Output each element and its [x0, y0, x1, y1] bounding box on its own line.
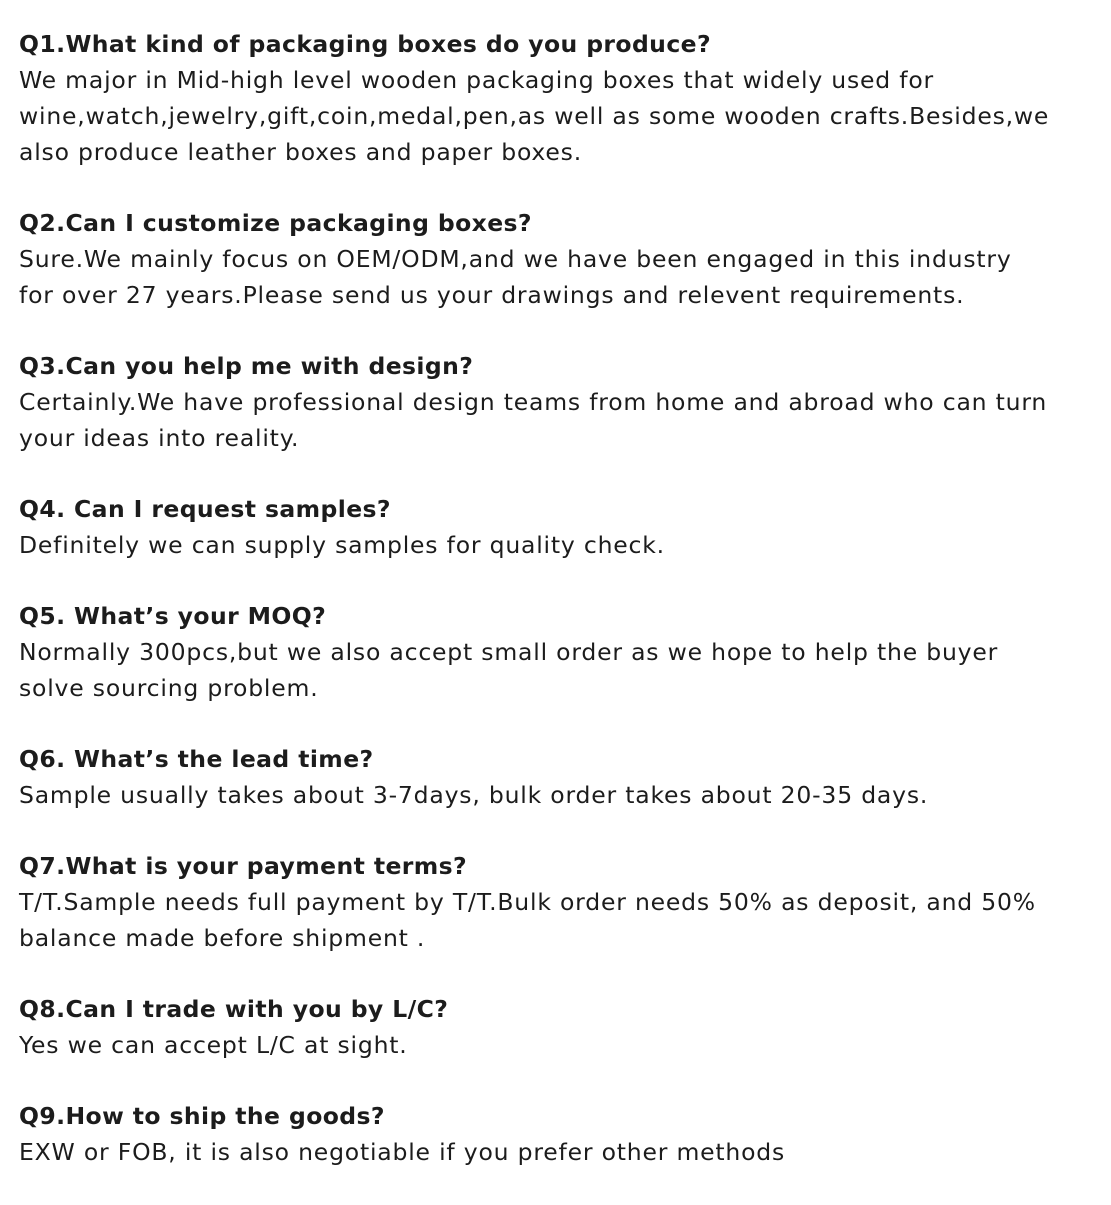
faq-answer	[19, 634, 1099, 706]
faq-item-q6	[19, 741, 1099, 813]
faq-answer-line: balance made before shipment .	[19, 924, 426, 952]
faq-item-q7	[19, 848, 1099, 956]
faq-question: Q7.What is your payment terms?	[19, 852, 468, 880]
faq-answer	[19, 527, 1099, 563]
faq-answer	[19, 384, 1099, 456]
faq-item-q1	[19, 26, 1099, 170]
faq-item-q2	[19, 205, 1099, 313]
faq-question: Q1.What kind of packaging boxes do you produce?	[19, 30, 712, 58]
faq-answer	[19, 241, 1099, 313]
faq-question: Q4. Can I request samples?	[19, 495, 391, 523]
faq-item-q8	[19, 991, 1099, 1063]
faq-answer-line: T/T.Sample needs full payment by T/T.Bulk order needs 50% as deposit, and 50%	[19, 888, 1036, 916]
faq-answer	[19, 884, 1099, 956]
faq-answer-line: wine,watch,jewelry,gift,coin,medal,pen,as well as some wooden crafts.Besides,we	[19, 102, 1050, 130]
faq-answer-line: Yes we can accept L/C at sight.	[19, 1031, 408, 1059]
faq-answer-line: Normally 300pcs,but we also accept small order as we hope to help the buyer	[19, 638, 999, 666]
faq-item-q9	[19, 1098, 1099, 1170]
faq-answer	[19, 62, 1099, 170]
faq-answer-line: We major in Mid-high level wooden packaging boxes that widely used for	[19, 66, 934, 94]
faq-item-q4	[19, 491, 1099, 563]
faq-answer-line: Definitely we can supply samples for quality check.	[19, 531, 665, 559]
faq-answer-line: your ideas into reality.	[19, 424, 300, 452]
faq-answer-line: solve sourcing problem.	[19, 674, 319, 702]
faq-answer	[19, 1027, 1099, 1063]
faq-answer-line: Sample usually takes about 3-7days, bulk order takes about 20-35 days.	[19, 781, 929, 809]
faq-answer	[19, 777, 1099, 813]
faq-answer-line: Sure.We mainly focus on OEM/ODM,and we have been engaged in this industry	[19, 245, 1012, 273]
faq-question: Q5. What’s your MOQ?	[19, 602, 327, 630]
faq-answer-line: also produce leather boxes and paper boxes.	[19, 138, 582, 166]
faq-question: Q6. What’s the lead time?	[19, 745, 374, 773]
faq-question: Q2.Can I customize packaging boxes?	[19, 209, 532, 237]
faq-answer-line: EXW or FOB, it is also negotiable if you prefer other methods	[19, 1138, 786, 1166]
faq-answer-line: Certainly.We have professional design teams from home and abroad who can turn	[19, 388, 1048, 416]
faq-item-q3	[19, 348, 1099, 456]
faq-answer	[19, 1134, 1099, 1170]
faq-question: Q3.Can you help me with design?	[19, 352, 474, 380]
faq-question: Q9.How to ship the goods?	[19, 1102, 385, 1130]
faq-list	[19, 26, 1099, 1205]
faq-answer-line: for over 27 years.Please send us your drawings and relevent requirements.	[19, 281, 965, 309]
faq-question: Q8.Can I trade with you by L/C?	[19, 995, 449, 1023]
faq-item-q5	[19, 598, 1099, 706]
